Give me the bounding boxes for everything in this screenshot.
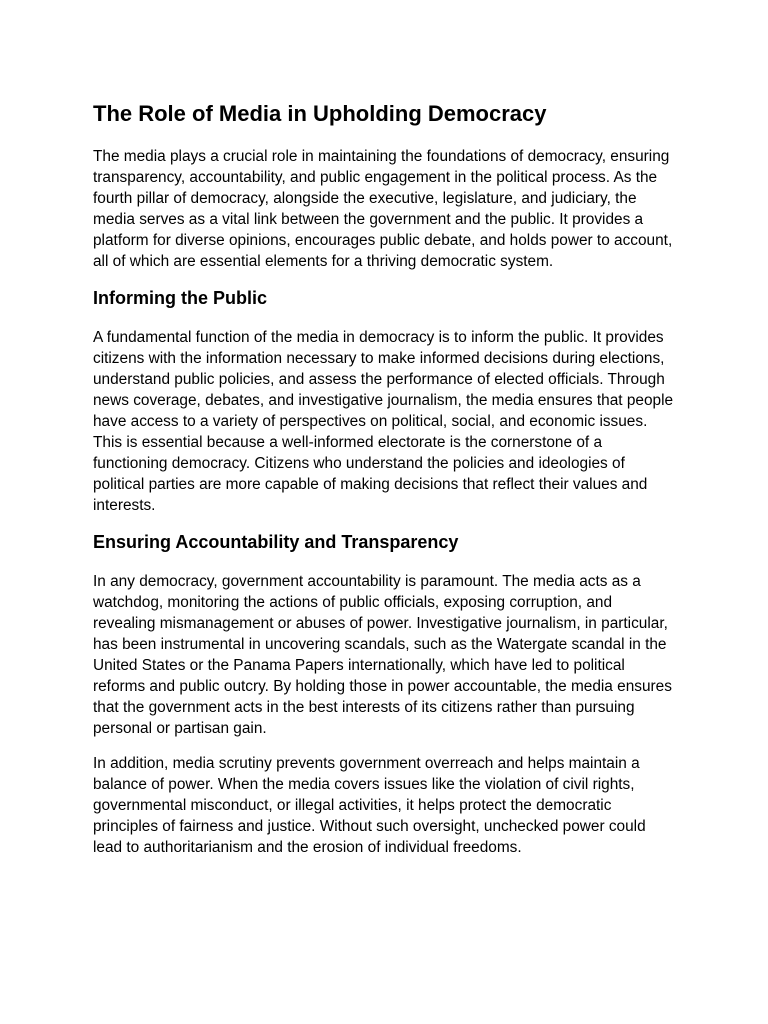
document-title: The Role of Media in Upholding Democracy <box>93 101 547 126</box>
section-paragraph: In addition, media scrutiny prevents government overreach and helps maintain a balance of power. When the media covers issues like the violation of civil rights, governmental misconduct, or illegal activities, it helps protect the democratic principles of fairness and justice. Without such oversight, unchecked power could lead to authoritarianism and the erosion of individual freedoms. <box>93 755 646 856</box>
section-paragraph: A fundamental function of the media in democracy is to inform the public. It provides citizens with the information necessary to make informed decisions during elections, understand public policies, and assess the performance of elected officials. Through news coverage, debates, and investigative journalism, the media ensures that people have access to a variety of perspectives on political, social, and economic issues. This is essential because a well-informed electorate is the cornerstone of a functioning democracy. Citizens who understand the policies and ideologies of political parties are more capable of making decisions that reflect their values and interests. <box>93 329 674 514</box>
section-paragraph: In any democracy, government accountability is paramount. The media acts as a watchdog, monitoring the actions of public officials, exposing corruption, and revealing mismanagement or abuses of power. Investigative journalism, in particular, has been instrumental in uncovering scandals, such as the Watergate scandal in the United States or the Panama Papers internationally, which have led to political reforms and public outcry. By holding those in power accountable, the media ensures that the government acts in the best interests of its citizens rather than pursuing personal or partisan gain. <box>93 573 672 737</box>
section-heading-informing-the-public: Informing the Public <box>93 288 267 308</box>
intro-paragraph: The media plays a crucial role in maintaining the foundations of democracy, ensuring transparency, accountability, and public engagement in the political process. As the fourth pillar of democracy, alongside the executive, legislature, and judiciary, the media serves as a vital link between the government and the public. It provides a platform for diverse opinions, encourages public debate, and holds power to account, all of which are essential elements for a thriving democratic system. <box>93 148 673 270</box>
section-heading-accountability-transparency: Ensuring Accountability and Transparency <box>93 532 459 552</box>
